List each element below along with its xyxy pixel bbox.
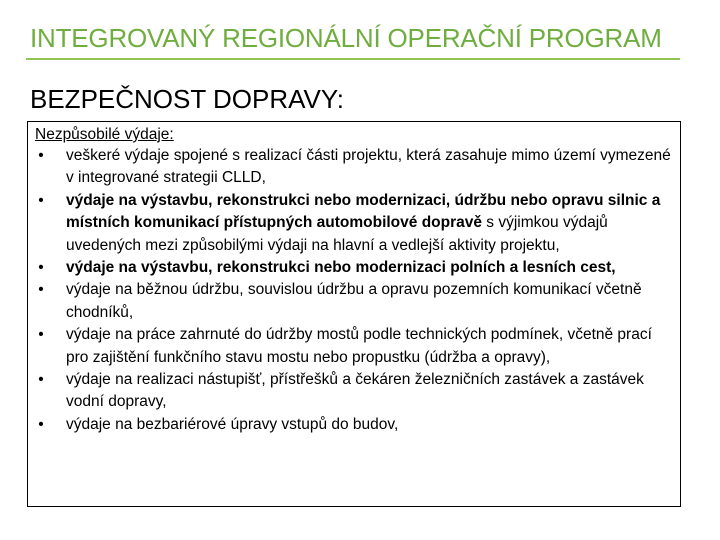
list-item	[35, 279, 675, 324]
title-divider	[26, 58, 680, 60]
list-item	[35, 324, 675, 369]
list-item-bold-text: výdaje na výstavbu, rekonstrukci nebo modernizaci polních a lesních cest,	[66, 259, 616, 277]
slide-title: INTEGROVANÝ REGIONÁLNÍ OPERAČNÍ PROGRAM	[30, 23, 662, 53]
section-heading: BEZPEČNOST DOPRAVY:	[30, 84, 345, 114]
list-item-text: výdaje na práce zahrnuté do údržby mostů podle technických podmínek, včetně prací pro zajištění funkčního stavu mostu nebo propustku (údržba a opravy),	[66, 326, 652, 366]
list-heading: Nezpůsobilé výdaje:	[35, 126, 174, 143]
list-item-text: výdaje na bezbariérové úpravy vstupů do budov,	[66, 415, 399, 433]
list-item-text: veškeré výdaje spojené s realizací části projektu, která zasahuje mimo území vymezené v integrované strategii CLLD,	[66, 147, 671, 187]
list-item-text: výdaje na realizaci nástupišť, přístřešků a čekáren železničních zastávek a zastávek vodní dopravy,	[66, 371, 644, 411]
bullet-icon: •	[38, 259, 44, 277]
list-item	[35, 145, 675, 190]
list-item	[35, 414, 675, 436]
bullet-icon: •	[38, 281, 44, 299]
bullet-icon: •	[38, 147, 44, 164]
bullet-icon: •	[38, 415, 44, 433]
list-item	[35, 190, 675, 257]
list-item-text: výdaje na běžnou údržbu, souvislou údržbu a opravu pozemních komunikací včetně chodníků,	[66, 281, 642, 321]
list-item-bold-text: výdaje na výstavbu, rekonstrukci nebo modernizaci, údržbu nebo opravu silnic a místních komunikací přístupných automobilové dopravě	[66, 191, 661, 232]
bullet-icon: •	[38, 326, 44, 344]
list-item	[35, 369, 675, 414]
bullet-list	[35, 145, 675, 436]
bullet-icon: •	[38, 371, 44, 389]
list-item	[35, 257, 675, 279]
list-item-text: s výjimkou výdajů uvedených mezi způsobilými výdaji na hlavní a vedlejší aktivity projektu,	[66, 214, 608, 254]
bullet-icon: •	[38, 191, 44, 209]
